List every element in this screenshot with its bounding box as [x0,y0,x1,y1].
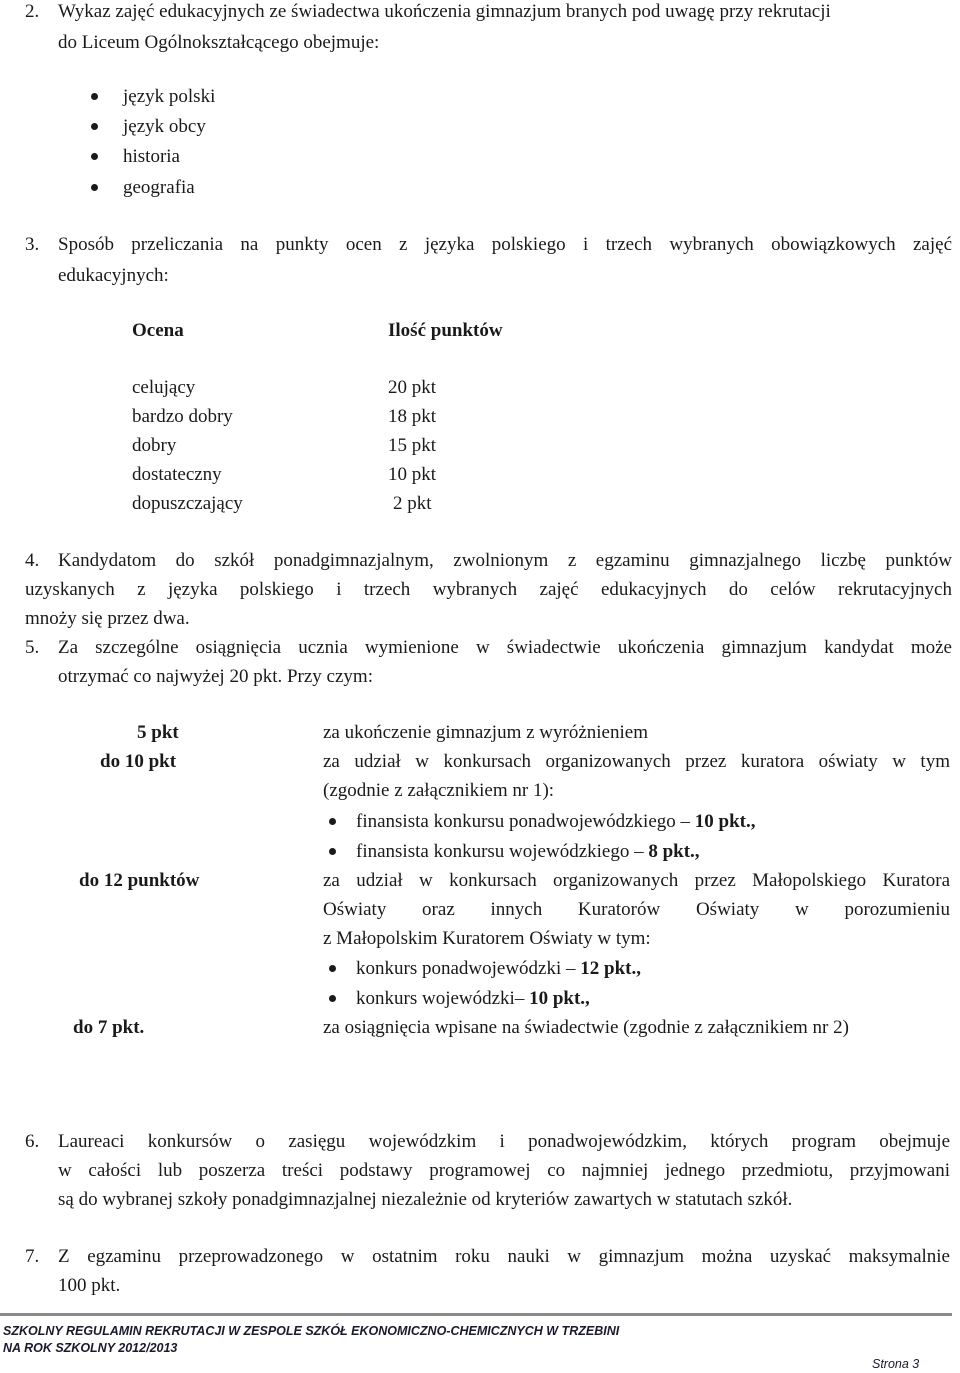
section-4-number: 4. [25,550,40,571]
award-subitem: finansista konkursu wojewódzkiego – 8 pkt., [356,841,700,862]
bullet-icon [91,123,98,130]
section-3-line-1: Sposób przeliczania na punkty ocen z języka polskiego i trzech wybranych obowiązkowych zajęć [58,234,952,255]
section-6-number: 6. [25,1131,40,1152]
section-3-line-2: edukacyjnych: [58,265,169,286]
table-row-points: 18 pkt [388,406,437,427]
award-description: (zgodnie z załącznikiem nr 1): [323,780,555,801]
section-2-number: 2. [25,1,40,22]
footer-school-year: NA ROK SZKOLNY 2012/2013 [3,1341,178,1355]
section-6-line-3: są do wybranej szkoły ponadgimnazjalnej niezależnie od kryteriów zawartych w statutach szkół. [58,1189,793,1210]
footer-divider [0,1313,952,1316]
bullet-icon [91,153,98,160]
table-header-points: Ilość punktów [388,320,503,341]
table-row-points: 2 pkt [393,493,432,514]
table-row-grade: dostateczny [132,464,222,485]
award-description: za ukończenie gimnazjum z wyróżnieniem [323,722,648,743]
footer-title: SZKOLNY REGULAMIN REKRUTACJI W ZESPOLE SZKÓŁ EKONOMICZNO-CHEMICZNYCH W TRZEBINI [3,1324,620,1338]
list-item: geografia [123,177,195,198]
award-points: do 12 punktów [79,870,200,891]
section-4-line-2: uzyskanych z języka polskiego i trzech wybranych zajęć edukacyjnych do celów rekrutacyjnych [25,579,952,600]
table-row-points: 15 pkt [388,435,437,456]
table-header-grade: Ocena [132,320,184,341]
section-5-line-1: Za szczególne osiągnięcia ucznia wymienione w świadectwie ukończenia gimnazjum kandydat może [58,637,952,658]
section-6-line-1: Laureaci konkursów o zasięgu wojewódzkim i ponadwojewódzkim, których program obejmuje [58,1131,950,1152]
award-subitem: konkurs ponadwojewódzki – 12 pkt., [356,958,641,979]
bullet-icon [329,848,336,855]
table-row-grade: dobry [132,435,177,456]
page-number: Strona 3 [872,1357,920,1371]
section-7-line-1: Z egzaminu przeprowadzonego w ostatnim roku nauki w gimnazjum można uzyskać maksymalnie [58,1246,950,1267]
section-5-line-2: otrzymać co najwyżej 20 pkt. Przy czym: [58,666,373,687]
section-2-line-2: do Liceum Ogólnokształcącego obejmuje: [58,32,380,53]
bullet-icon [91,184,98,191]
bullet-icon [329,965,336,972]
section-4-line-1: Kandydatom do szkół ponadgimnazjalnym, zwolnionym z egzaminu gimnazjalnego liczbę punktów [58,550,952,571]
section-5-number: 5. [25,637,40,658]
award-description: z Małopolskim Kuratorem Oświaty w tym: [323,928,651,949]
list-item: język obcy [123,116,206,137]
award-points: 5 pkt [137,722,179,743]
award-description: za udział w konkursach organizowanych przez kuratora oświaty w tym [323,751,950,772]
section-2-line-1: Wykaz zajęć edukacyjnych ze świadectwa ukończenia gimnazjum branych pod uwagę przy rekrutacji [58,1,831,22]
award-description: za osiągnięcia wpisane na świadectwie (zgodnie z załącznikiem nr 2) [323,1017,849,1038]
bullet-icon [329,995,336,1002]
table-row-grade: bardzo dobry [132,406,233,427]
award-points: do 7 pkt. [73,1017,145,1038]
section-7-line-2: 100 pkt. [58,1275,121,1296]
award-description: za udział w konkursach organizowanych przez Małopolskiego Kuratora [323,870,950,891]
section-4-line-3: mnoży się przez dwa. [25,608,190,629]
award-description: Oświaty oraz innych Kuratorów Oświaty w porozumieniu [323,899,950,920]
award-subitem: finansista konkursu ponadwojewódzkiego – 10 pkt., [356,811,756,832]
award-subitem: konkurs wojewódzki– 10 pkt., [356,988,590,1009]
award-points: do 10 pkt [100,751,177,772]
section-7-number: 7. [25,1246,40,1267]
table-row-points: 10 pkt [388,464,437,485]
list-item: język polski [123,86,216,107]
table-row-grade: dopuszczający [132,493,243,514]
bullet-icon [91,93,98,100]
section-6-line-2: w całości lub poszerza treści podstawy programowej co najmniej jednego przedmiotu, przyjmowani [58,1160,950,1181]
list-item: historia [123,146,180,167]
table-row-grade: celujący [132,377,196,398]
section-3-number: 3. [25,234,40,255]
bullet-icon [329,818,336,825]
table-row-points: 20 pkt [388,377,437,398]
